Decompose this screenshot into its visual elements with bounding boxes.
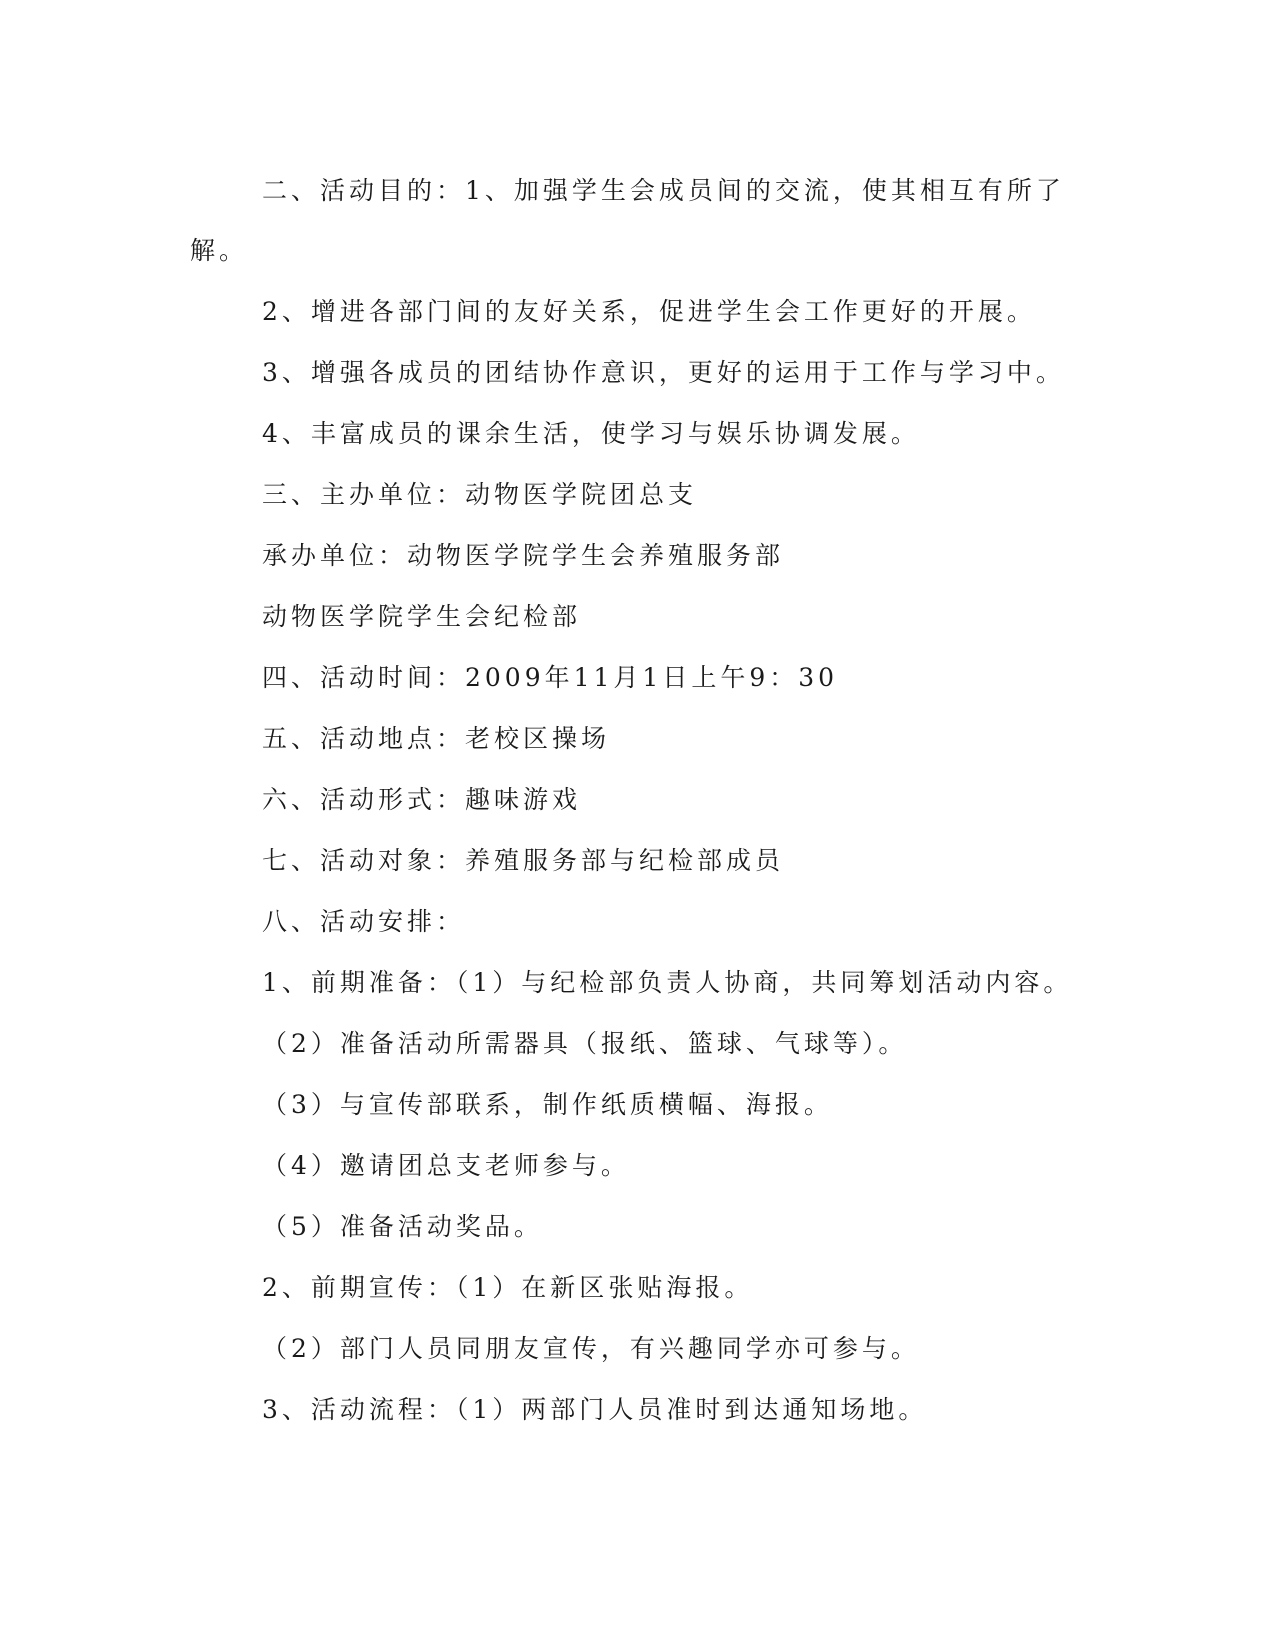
text-line: 承办单位：动物医学院学生会养殖服务部 (262, 541, 785, 570)
text-line: 4、丰富成员的课余生活，使学习与娱乐协调发展。 (262, 419, 920, 448)
text-line: 2、前期宣传：（1）在新区张贴海报。 (262, 1273, 754, 1302)
text-line: 二、活动目的：1、加强学生会成员间的交流，使其相互有所了 (262, 176, 1065, 205)
text-line: 六、活动形式：趣味游戏 (262, 785, 582, 814)
text-line: （4）邀请团总支老师参与。 (262, 1151, 630, 1180)
text-line: 七、活动对象：养殖服务部与纪检部成员 (262, 846, 785, 875)
text-line: （2）准备活动所需器具（报纸、篮球、气球等）。 (262, 1029, 908, 1058)
text-line: （5）准备活动奖品。 (262, 1212, 543, 1241)
text-line: 3、增强各成员的团结协作意识，更好的运用于工作与学习中。 (262, 358, 1065, 387)
text-line: 五、活动地点：老校区操场 (262, 724, 611, 753)
text-line: 2、增进各部门间的友好关系，促进学生会工作更好的开展。 (262, 297, 1036, 326)
text-line: 动物医学院学生会纪检部 (262, 602, 582, 631)
text-line: 解。 (190, 236, 249, 265)
text-line: 1、前期准备：（1）与纪检部负责人协商，共同筹划活动内容。 (262, 968, 1073, 997)
text-line: 四、活动时间：2009年11月1日上午9：30 (262, 663, 839, 692)
text-line: 三、主办单位：动物医学院团总支 (262, 480, 698, 509)
text-line: （3）与宣传部联系，制作纸质横幅、海报。 (262, 1090, 833, 1119)
text-line: 八、活动安排： (262, 907, 466, 936)
text-line: （2）部门人员同朋友宣传，有兴趣同学亦可参与。 (262, 1334, 920, 1363)
text-line: 3、活动流程：（1）两部门人员准时到达通知场地。 (262, 1395, 928, 1424)
